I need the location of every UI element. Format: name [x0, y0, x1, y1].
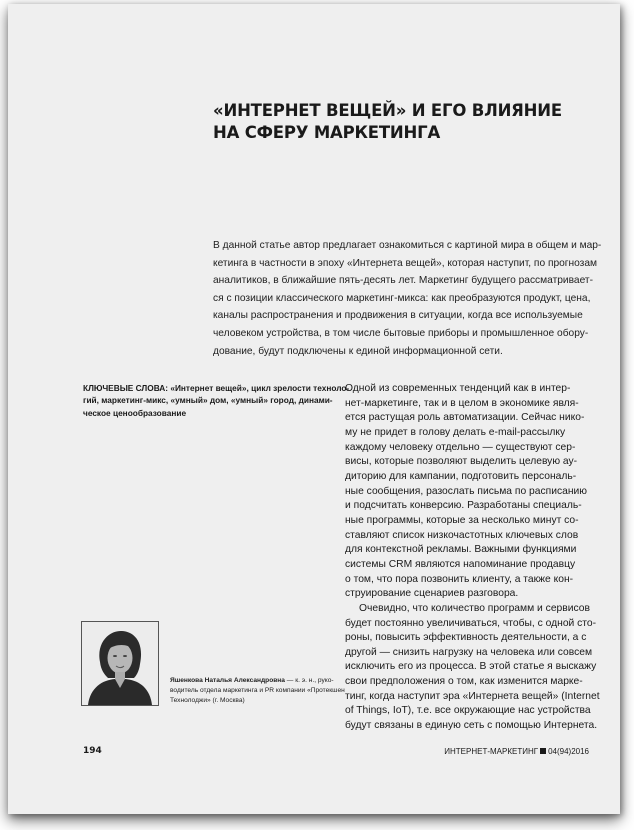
body-line: другой — снизить нагрузку на человека или совсем [345, 646, 593, 658]
journal-page [8, 4, 620, 814]
body-line: Очевидно, что количество программ и сервисов [359, 602, 590, 614]
author-degree: — к. э. н., руко- [284, 677, 334, 684]
journal-name: ИНТЕРНЕТ-МАРКЕТИНГ [444, 747, 539, 756]
page-number: 194 [83, 746, 102, 756]
body-line: свои предположения о том, как изменится марке- [345, 676, 583, 688]
author-name: Яшенкова Наталья Александровна [170, 677, 285, 684]
body-line: роны, повысить эффективность деятельности, а с [345, 632, 587, 644]
body-line: висы, которые позволяют выделить целевую ау- [345, 456, 578, 468]
article-title-line-1: «ИНТЕРНЕТ ВЕЩЕЙ» И ЕГО ВЛИЯНИЕ [213, 101, 562, 120]
keywords-line: КЛЮЧЕВЫЕ СЛОВА: «Интернет вещей», цикл зрелости техноло- [83, 383, 350, 393]
body-line: диторию для кампании, подготовить персональ- [345, 470, 577, 482]
body-line: ставляют список низкочастотных ключевых слов [345, 529, 579, 541]
body-line: ные сообщения, разослать письма по расписанию [345, 485, 588, 497]
body-line: о том, что пора позвонить клиенту, а также кон- [345, 573, 574, 585]
body-line: of Things, IoT), т.е. все окружающие нас устройства [345, 705, 591, 717]
author-portrait-icon [82, 622, 158, 705]
keywords-block [83, 382, 350, 419]
journal-footer [444, 747, 589, 756]
abstract-line: каналы распространения и продвижения в ситуации, когда все используемые [213, 310, 583, 322]
body-line: каждому человеку отдельно — существуют сер- [345, 441, 576, 453]
author-caption [170, 676, 345, 707]
square-separator-icon [540, 748, 546, 754]
article-title [213, 100, 593, 144]
abstract-line: ся с позиции классического маркетинг-микса: как преобразуются продукт, цена, [213, 292, 591, 304]
keywords-line: гий, маркетинг-микс, «умный» дом, «умный» город, динами- [83, 395, 333, 406]
body-line: системы CRM являются напоминание продавцу [345, 558, 576, 570]
journal-issue: 04(94)2016 [548, 747, 589, 756]
abstract-line: аналитиков, в ближайшие пять-десять лет. Маркетинг будущего рассматривает- [213, 275, 593, 287]
abstract-line: В данной статье автор предлагает ознакомиться с картиной мира в общем и мар- [213, 240, 602, 251]
body-line: и подсчитать конверсию. Разработаны специаль- [345, 500, 582, 512]
body-line: Одной из современных тенденций как в интер- [345, 383, 571, 394]
author-photo [81, 621, 159, 706]
body-line: тинг, когда наступит эра «Интернета вещей» (Internet [345, 690, 600, 702]
body-line: нет-маркетинге, так и в целом в экономике явля- [345, 397, 579, 409]
body-line: струирование сценариев разговора. [345, 588, 519, 600]
body-line: будет постоянно увеличиваться, чтобы, с одной сто- [345, 617, 597, 629]
abstract-line: кетинга в частности в эпоху «Интернета вещей», которая наступит, по прогнозам [213, 257, 598, 269]
body-line: му не придет в голову делать e-mail-рассылку [345, 426, 566, 438]
body-line: ется растущая роль автоматизации. Сейчас нико- [345, 412, 585, 424]
author-caption-line: водитель отдела маркетинга и PR компании «Протекшен [170, 687, 345, 695]
abstract-line: человеком устройства, в том числе бытовые приборы и промышленное обору- [213, 327, 589, 339]
keywords-line: ческое ценообразование [83, 407, 187, 418]
article-title-line-2: НА СФЕРУ МАРКЕТИНГА [213, 123, 441, 142]
abstract-line: дование, будут подключены к единой информационной сети. [213, 345, 503, 357]
body-line: ные программы, которые за несколько минут со- [345, 514, 579, 526]
article-body [345, 382, 610, 734]
body-line: для контекстной рекламы. Важными функциями [345, 544, 577, 556]
body-line: будут связаны в единую сеть с помощью Интернета. [345, 720, 598, 732]
article-abstract [213, 237, 600, 360]
author-caption-line [170, 676, 340, 686]
body-line: исключить его из процесса. В этой статье я выскажу [345, 661, 597, 673]
author-caption-line: Технолоджи» (г. Москва) [170, 697, 245, 705]
